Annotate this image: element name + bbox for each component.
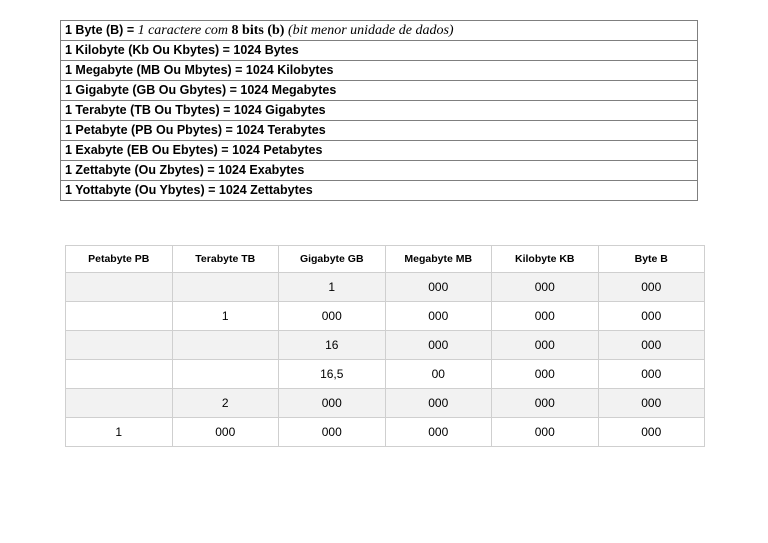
header-petabyte: Petabyte PB [66, 246, 173, 273]
header-row [66, 246, 705, 273]
table-cell: 000 [598, 389, 705, 418]
table-cell [66, 273, 173, 302]
table-cell [66, 360, 173, 389]
definition-cell: 1 Petabyte (PB Ou Pbytes) = 1024 Terabytes [61, 121, 698, 141]
table-row [66, 302, 705, 331]
table-cell [172, 331, 279, 360]
table-cell: 000 [598, 418, 705, 447]
definition-cell [61, 21, 698, 41]
definition-row [61, 81, 698, 101]
definition-row [61, 141, 698, 161]
definition-cell: 1 Exabyte (EB Ou Ebytes) = 1024 Petabytes [61, 141, 698, 161]
table-cell: 000 [492, 418, 599, 447]
table-cell: 000 [385, 418, 492, 447]
table-cell: 000 [385, 331, 492, 360]
table-row [66, 418, 705, 447]
table-cell [66, 302, 173, 331]
table-cell: 000 [279, 418, 386, 447]
table-cell: 000 [279, 302, 386, 331]
header-gigabyte: Gigabyte GB [279, 246, 386, 273]
table-cell: 000 [492, 273, 599, 302]
definition-row [61, 61, 698, 81]
header-terabyte: Terabyte TB [172, 246, 279, 273]
definition-cell: 1 Gigabyte (GB Ou Gbytes) = 1024 Megabytes [61, 81, 698, 101]
table-cell: 000 [598, 360, 705, 389]
table-cell [172, 273, 279, 302]
table-cell [172, 360, 279, 389]
table-cell: 1 [172, 302, 279, 331]
definition-row [61, 181, 698, 201]
table-cell: 000 [172, 418, 279, 447]
byte-note: (bit menor unidade de dados) [287, 23, 454, 38]
table-cell [66, 389, 173, 418]
table-cell: 000 [492, 360, 599, 389]
table-cell: 000 [492, 389, 599, 418]
definition-row [61, 41, 698, 61]
table-cell: 000 [385, 302, 492, 331]
table-cell: 000 [385, 389, 492, 418]
table-cell: 000 [492, 302, 599, 331]
table-row [66, 389, 705, 418]
byte-description: 1 caractere com [137, 23, 229, 38]
definition-row [61, 161, 698, 181]
table-cell: 000 [598, 302, 705, 331]
definition-cell: 1 Megabyte (MB Ou Mbytes) = 1024 Kilobytes [61, 61, 698, 81]
table-cell: 000 [279, 389, 386, 418]
table-cell: 000 [385, 273, 492, 302]
table-cell: 16,5 [279, 360, 386, 389]
byte-term: 1 Byte (B) = [65, 23, 138, 37]
table-cell: 00 [385, 360, 492, 389]
table-cell: 2 [172, 389, 279, 418]
definition-cell: 1 Yottabyte (Ou Ybytes) = 1024 Zettabytes [61, 181, 698, 201]
table-cell: 000 [492, 331, 599, 360]
table-cell: 1 [66, 418, 173, 447]
table-cell: 000 [598, 273, 705, 302]
byte-bits: 8 bits (b) [228, 23, 288, 38]
table-cell: 16 [279, 331, 386, 360]
header-megabyte: Megabyte MB [385, 246, 492, 273]
header-kilobyte: Kilobyte KB [492, 246, 599, 273]
table-cell: 1 [279, 273, 386, 302]
definition-cell: 1 Kilobyte (Kb Ou Kbytes) = 1024 Bytes [61, 41, 698, 61]
table-row [66, 273, 705, 302]
table-cell: 000 [598, 331, 705, 360]
definitions-table [60, 20, 698, 201]
table-row [66, 360, 705, 389]
definition-row [61, 101, 698, 121]
units-conversion-table [65, 245, 705, 447]
definition-row [61, 121, 698, 141]
definition-cell: 1 Zettabyte (Ou Zbytes) = 1024 Exabytes [61, 161, 698, 181]
table-row [66, 331, 705, 360]
definition-cell: 1 Terabyte (TB Ou Tbytes) = 1024 Gigabytes [61, 101, 698, 121]
header-byte: Byte B [598, 246, 705, 273]
table-cell [66, 331, 173, 360]
definition-row [61, 21, 698, 41]
